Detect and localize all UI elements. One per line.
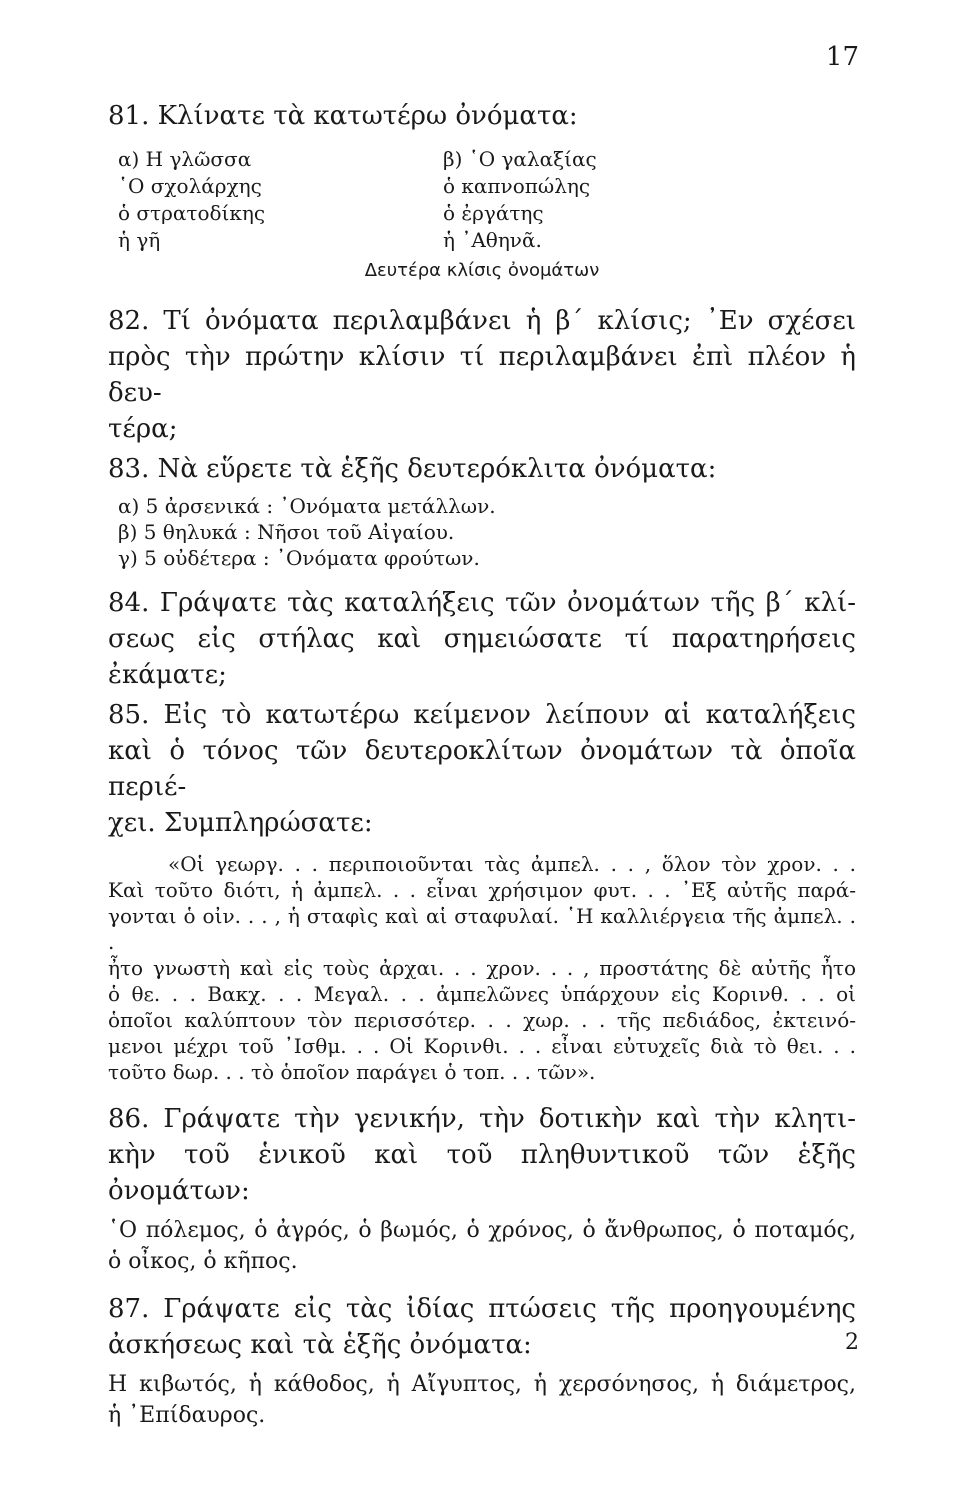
exercise-84-line: 84. Γράψατε τὰς καταλήξεις τῶν ὀνομάτων τῆς β΄ κλί- bbox=[108, 588, 856, 618]
column-b bbox=[443, 146, 803, 254]
list-item: ἡ ᾿Αθηνᾶ. bbox=[443, 228, 542, 252]
exercise-81 bbox=[108, 98, 856, 254]
exercise-86-nouns bbox=[108, 1215, 856, 1277]
page-content bbox=[108, 98, 856, 1431]
passage-line: ὁ θε. . . Βακχ. . . Μεγαλ. . . ἀμπελῶνες ὑπάρχουν εἰς Κορινθ. . . οἱ bbox=[108, 982, 856, 1006]
exercise-85 bbox=[108, 697, 856, 1085]
exercise-86-line: κὴν τοῦ ἑνικοῦ καὶ τοῦ πληθυντικοῦ τῶν ἑξῆς ὀνομάτων: bbox=[108, 1140, 856, 1206]
exercise-84 bbox=[108, 585, 856, 693]
exercise-87-nouns bbox=[108, 1369, 856, 1431]
exercise-81-columns bbox=[118, 146, 856, 254]
passage-line: μενοι μέχρι τοῦ ᾿Ισθμ. . . Οἱ Κορινθι. . . εἶναι εὐτυχεῖς διὰ τὸ θει. . . bbox=[108, 1034, 856, 1058]
section-heading: Δευτέρα κλίσις ὀνομάτων bbox=[364, 260, 600, 281]
exercise-81-title: 81. Κλίνατε τὰ κατωτέρω ὀνόματα: bbox=[108, 101, 578, 131]
page-number: 17 bbox=[825, 42, 859, 72]
exercise-83-list bbox=[118, 493, 856, 571]
list-item: α) Η γλῶσσα bbox=[118, 147, 252, 171]
list-item: α) 5 ἀρσενικά : ᾿Ονόματα μετάλλων. bbox=[118, 494, 496, 518]
exercise-83-title: 83. Νὰ εὕρετε τὰ ἑξῆς δευτερόκλιτα ὀνόματα: bbox=[108, 454, 717, 484]
exercise-82-line: τέρα; bbox=[108, 414, 178, 444]
exercise-85-passage bbox=[108, 851, 856, 1085]
list-item: ῾Ο σχολάρχης bbox=[118, 174, 262, 198]
exercise-87 bbox=[108, 1291, 856, 1431]
passage-line: Καὶ τοῦτο διότι, ἡ ἀμπελ. . . εἶναι χρήσιμον φυτ. . . ᾿Εξ αὐτῆς παρά- bbox=[108, 878, 856, 902]
exercise-82-line: πρὸς τὴν πρώτην κλίσιν τί περιλαμβάνει ἐπὶ πλέον ἡ δευ- bbox=[108, 342, 856, 408]
exercise-86-line: 86. Γράψατε τὴν γενικήν, τὴν δοτικὴν καὶ τὴν κλητι- bbox=[108, 1104, 856, 1134]
list-item: ἡ γῆ bbox=[118, 228, 161, 252]
list-item: β) ῾Ο γαλαξίας bbox=[443, 147, 597, 171]
list-item: ὁ ἐργάτης bbox=[443, 201, 544, 225]
exercise-83 bbox=[108, 451, 856, 571]
list-item: γ) 5 οὐδέτερα : ᾿Ονόματα φρούτων. bbox=[118, 546, 480, 570]
passage-line: τοῦτο δωρ. . . τὸ ὁποῖον παράγει ὁ τοπ. . . τῶν». bbox=[108, 1060, 596, 1084]
passage-line: ὁποῖοι καλύπτουν τὸν περισσότερ. . . χωρ. . . τῆς πεδιάδος, ἐκτεινό- bbox=[108, 1008, 856, 1032]
passage-line: γονται ὁ οἰν. . . , ἡ σταφὶς καὶ αἱ σταφυλαί. ῾Η καλλιέργεια τῆς ἀμπελ. . . bbox=[108, 904, 856, 954]
exercise-85-line: 85. Εἰς τὸ κατωτέρω κείμενον λείπουν αἱ καταλήξεις bbox=[108, 700, 856, 730]
exercise-85-line: καὶ ὁ τόνος τῶν δευτεροκλίτων ὀνομάτων τὰ ὁποῖα περιέ- bbox=[108, 736, 856, 802]
exercise-87-line: ἀσκήσεως καὶ τὰ ἑξῆς ὀνόματα: bbox=[108, 1330, 532, 1360]
exercise-87-line: 87. Γράψατε εἰς τὰς ἰδίας πτώσεις τῆς προηγουμένης bbox=[108, 1294, 856, 1324]
exercise-85-line: χει. Συμπληρώσατε: bbox=[108, 808, 373, 838]
exercise-84-line: σεως εἰς στήλας καὶ σημειώσατε τί παρατηρήσεις ἐκάματε; bbox=[108, 624, 856, 690]
column-a bbox=[118, 146, 443, 254]
list-item: ὁ στρατοδίκης bbox=[118, 201, 266, 225]
passage-line: «Οἱ γεωργ. . . περιποιοῦνται τὰς ἀμπελ. . . , ὅλον τὸν χρον. . . bbox=[168, 852, 856, 876]
signature-mark: 2 bbox=[845, 1330, 859, 1355]
list-item: β) 5 θηλυκά : Νῆσοι τοῦ Αἰγαίου. bbox=[118, 520, 455, 544]
passage-line: ἦτο γνωστὴ καὶ εἰς τοὺς ἀρχαι. . . χρον. . . , προστάτης δὲ αὐτῆς ἦτο bbox=[108, 956, 856, 980]
noun-line: ἡ ᾿Επίδαυρος. bbox=[108, 1403, 266, 1428]
exercise-86 bbox=[108, 1101, 856, 1277]
list-item: ὁ καπνοπώλης bbox=[443, 174, 591, 198]
noun-line: ὁ οἶκος, ὁ κῆπος. bbox=[108, 1249, 298, 1274]
noun-line: Η κιβωτός, ἡ κάθοδος, ἡ Αἴγυπτος, ἡ χερσόνησος, ἡ διάμετρος, bbox=[108, 1372, 856, 1397]
noun-line: ῾Ο πόλεμος, ὁ ἀγρός, ὁ βωμός, ὁ χρόνος, ὁ ἄνθρωπος, ὁ ποταμός, bbox=[108, 1218, 856, 1243]
exercise-82-line: 82. Τί ὀνόματα περιλαμβάνει ἡ β΄ κλίσις; ᾿Εν σχέσει bbox=[108, 306, 856, 336]
exercise-82 bbox=[108, 303, 856, 447]
